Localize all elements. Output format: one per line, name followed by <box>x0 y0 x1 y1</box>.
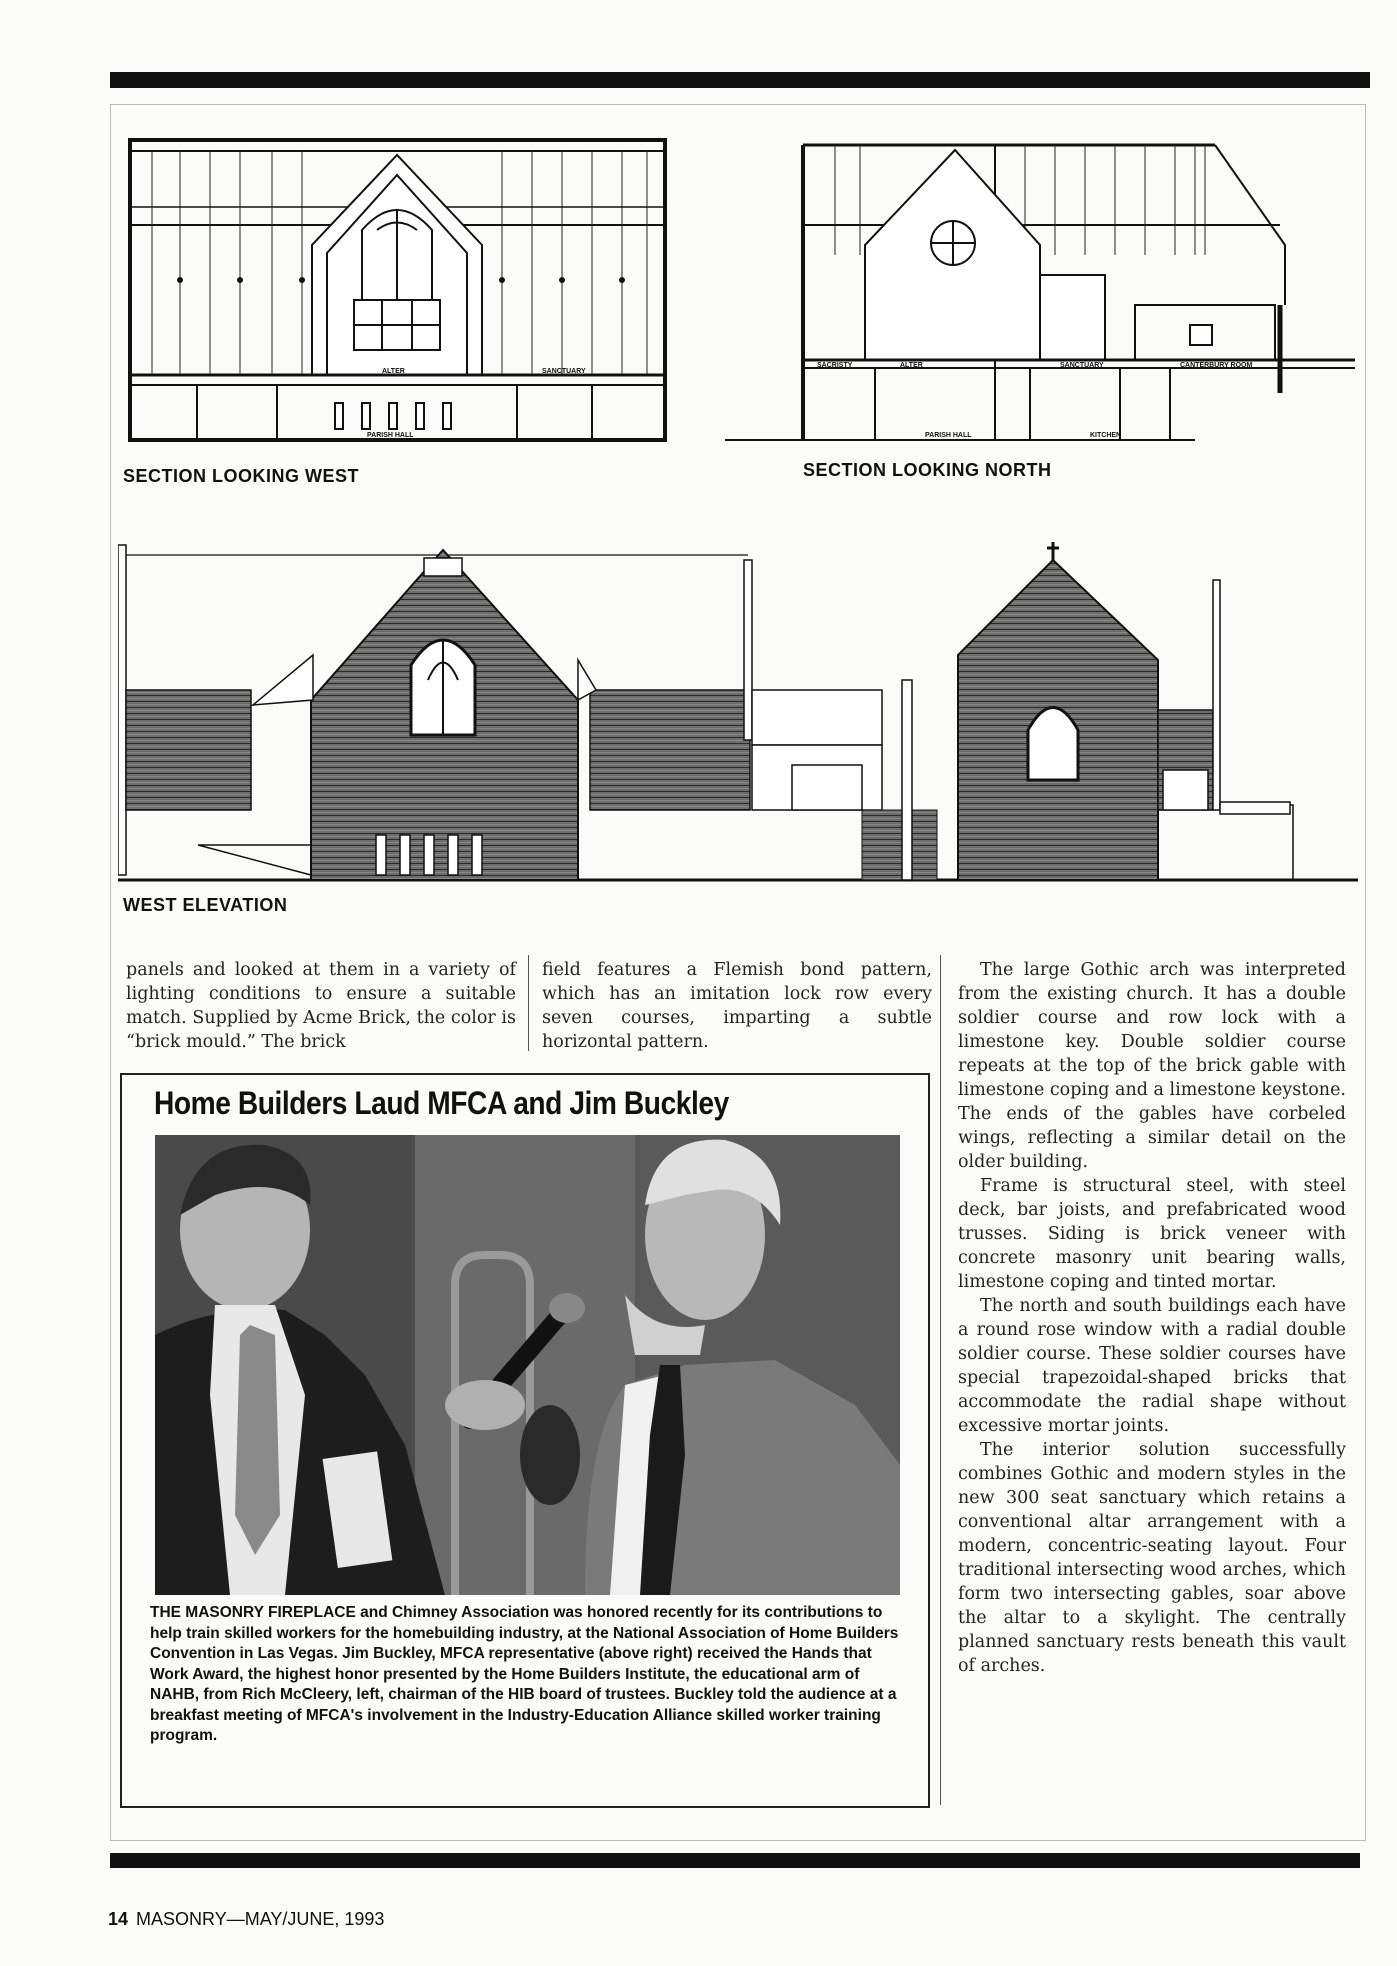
west-label-parish-hall: PARISH HALL <box>367 432 414 439</box>
column-divider-1 <box>528 955 529 1051</box>
bottom-rule <box>110 1853 1360 1868</box>
article-col-1: panels and looked at them in a variety of lighting conditions to ensure a suitable match. Supplied by Acme Brick, the color is “brick mould.” The brick <box>126 960 516 1052</box>
sidebar-photo <box>155 1135 900 1595</box>
photo-caption: THE MASONRY FIREPLACE and Chimney Association was honored recently for its contributions to help train skilled workers for the homebuilding industry, at the National Association of Home Builders Convention in Las Vegas. Jim Buckley, MFCA representative (above right) received the Hands that Work Award, the highest honor presented by the Home Builders Institute, the educational arm of NAHB, from Rich McCleery, left, chairman of the HIB board of trustees. Buckley told the audience at a breakfast meeting of MFCA's involvement in the Industry-Education Alliance skilled worker training program. <box>150 1604 899 1744</box>
footer <box>108 1909 384 1930</box>
col3-para-1: The large Gothic arch was interpreted from the existing church. It has a double soldier course and row lock with a limestone key. Double soldier course repeats at the top of the brick gable with limestone coping and a limestone keystone. The ends of the gables have corbeled wings, reflecting a similar detail on the older building. <box>958 960 1346 1172</box>
west-label-sanctuary: SANCTUARY <box>542 368 586 375</box>
north-label-sanctuary: SANCTUARY <box>1060 362 1104 369</box>
north-section-title: SECTION LOOKING NORTH <box>803 460 1052 480</box>
north-label-kitchen: KITCHEN <box>1090 432 1122 439</box>
col3-para-4: The interior solution successfully combines Gothic and modern styles in the new 300 seat sanctuary which retains a conventional altar arrangement with a modern, concentric-seating layout. Four traditional intersecting wood arches, which form two intersecting gables, soar above the altar to a skylight. The centrally planned sanctuary rests beneath this vault of arches. <box>958 1440 1346 1676</box>
west-elevation-title: WEST ELEVATION <box>123 895 288 915</box>
north-label-canterbury: CANTERBURY ROOM <box>1180 362 1253 369</box>
west-elevation-drawing <box>118 540 1358 885</box>
col3-para-3: The north and south buildings each have a round rose window with a radial double soldier course. These soldier courses have special trapezoidal-shaped bricks that accommodate the radial shape without excessive mortar joints. <box>958 1296 1346 1436</box>
north-section-drawing <box>725 135 1355 450</box>
issue-line: MASONRY—MAY/JUNE, 1993 <box>136 1909 385 1929</box>
north-label-parish-hall: PARISH HALL <box>925 432 972 439</box>
article-col-3 <box>958 958 1346 1678</box>
column-divider-2 <box>940 955 941 1805</box>
west-label-alter: ALTER <box>382 368 405 375</box>
page-number: 14 <box>108 1909 129 1929</box>
article-col-2: field features a Flemish bond pattern, which has an imitation lock row every seven courses, imparting a subtle horizontal pattern. <box>542 960 932 1052</box>
col3-para-2: Frame is structural steel, with steel deck, bar joists, and prefabricated wood trusses. Siding is brick veneer with concrete masonry unit bearing walls, limestone coping and tinted mortar. <box>958 1176 1346 1292</box>
west-section-drawing <box>122 135 672 450</box>
north-label-alter: ALTER <box>900 362 923 369</box>
west-section-title: SECTION LOOKING WEST <box>123 466 360 486</box>
top-rule <box>110 72 1370 88</box>
sidebar-box <box>120 1073 930 1808</box>
sidebar-title: Home Builders Laud MFCA and Jim Buckley <box>154 1085 729 1121</box>
north-label-sacristy: SACRISTY <box>817 362 853 369</box>
